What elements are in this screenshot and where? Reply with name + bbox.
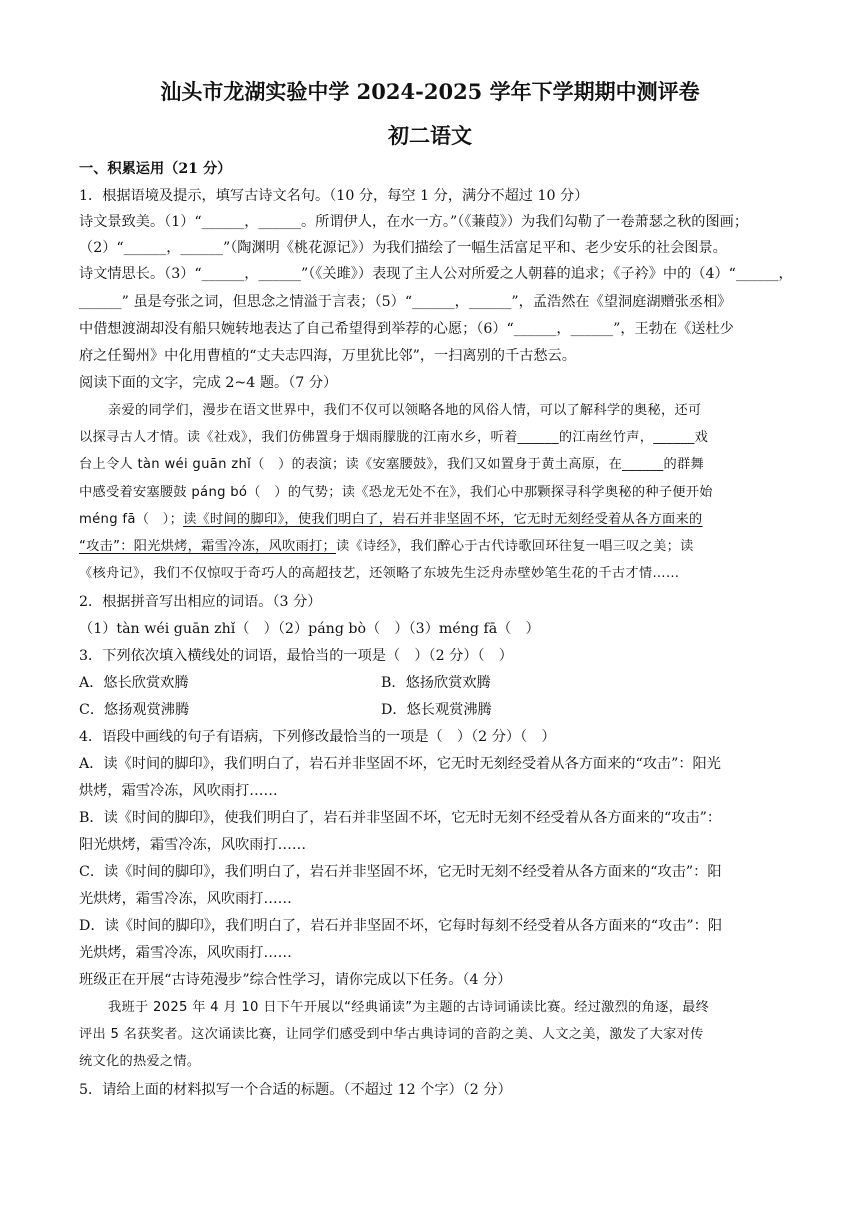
section-heading: 一、积累运用（21 分） xyxy=(79,161,232,177)
q4-option-line: 烘烤，霜雪冷冻，风吹雨打…… xyxy=(79,783,278,799)
q4-option-line: A．读《时间的脚印》，我们明白了，岩石并非坚固不坏，它无时无刻经受着从各方面来的“攻击”：阳光 xyxy=(79,756,721,772)
q1-line: 府之任蜀州》中化用曹植的“丈夫志四海，万里犹比邻”，一扫离别的千古愁云。 xyxy=(79,348,576,364)
passage-line xyxy=(79,537,694,557)
exam-title: 汕头市龙湖实验中学 2024-2025 学年下学期期中测评卷 xyxy=(160,79,700,104)
q4-option-line: 阳光烘烤，霜雪冷冻，风吹雨打…… xyxy=(79,837,307,853)
q2-stem: 2．根据拼音写出相应的词语。（3 分） xyxy=(79,594,322,610)
q1-line: ______” 虽是夸张之词，但思念之情溢于言表；（5）“______，______”，孟浩然在《望洞庭湖赠张丞相》 xyxy=(79,294,732,310)
underlined-sentence: “攻击”：阳光烘烤，霜雪冷冻，风吹雨打； xyxy=(79,539,337,554)
q4-option-line: B．读《时间的脚印》，使我们明白了，岩石并非坚固不坏，它无时无刻不经受着从各方面来的“攻击”： xyxy=(79,810,722,826)
passage-line: 中感受着安塞腰鼓 páng bó（ ）的气势；读《恐龙无处不在》，我们心中那颗探寻科学奥秘的种子便开始 xyxy=(79,485,713,500)
passage-text: méng fā（ ）； xyxy=(79,512,184,527)
passage-line: 以探寻古人才情。读《社戏》，我们仿佛置身于烟雨朦胧的江南水乡，听着______的江南丝竹声，______戏 xyxy=(79,430,709,445)
q4-option-line: 光烘烤，霜雪冷冻，风吹雨打…… xyxy=(79,891,292,907)
activity-intro: 班级正在开展“古诗苑漫步”综合性学习，请你完成以下任务。（4 分） xyxy=(79,972,512,988)
q4-option-line: 光烘烤，霜雪冷冻，风吹雨打…… xyxy=(79,945,292,961)
q3-stem: 3．下列依次填入横线处的词语，最恰当的一项是（ ）（2 分）（ ） xyxy=(79,648,513,664)
q3-option-c: C．悠扬观赏沸腾 xyxy=(79,702,190,718)
q3-option-b: B．悠扬欣赏欢腾 xyxy=(381,675,491,691)
q4-option-line: D．读《时间的脚印》，我们明白了，岩石并非坚固不坏，它每时每刻不经受着从各方面来的“攻击”：阳 xyxy=(79,918,723,934)
activity-passage-line: 我班于 2025 年 4 月 10 日下午开展以“经典诵读”为主题的古诗词诵读比赛。经过激烈的角逐，最终 xyxy=(108,1000,710,1015)
passage-line xyxy=(79,510,702,530)
q2-items: （1）tàn wéi guān zhǐ（ ）（2）páng bò（ ）（3）méng fā（ ） xyxy=(79,621,540,637)
activity-passage-line: 统文化的热爱之情。 xyxy=(79,1054,201,1069)
q1-line: 中借想渡湖却没有船只婉转地表达了自己希望得到举荐的心愿；（6）“______，______”，王勃在《送杜少 xyxy=(79,321,734,337)
q1-line: 诗文景致美。（1）“______，______。所谓伊人，在水一方。”（《蒹葭》）为我们勾勒了一卷萧瑟之秋的图画； xyxy=(79,214,749,230)
reading-intro: 阅读下面的文字，完成 2~4 题。（7 分） xyxy=(79,375,338,391)
q3-option-d: D．悠长观赏沸腾 xyxy=(381,702,492,718)
passage-line: 亲爱的同学们，漫步在语文世界中，我们不仅可以领略各地的风俗人情，可以了解科学的奥秘，还可 xyxy=(108,403,702,418)
q1-line: 诗文情思长。（3）“______，______”（《关雎》）表现了主人公对所爱之人朝暮的追求；《子衿》中的（4）“______， xyxy=(79,266,793,282)
q1-line: （2）“______，______”（陶渊明《桃花源记》）为我们描绘了一幅生活富足平和、老少安乐的社会图景。 xyxy=(79,240,727,256)
passage-text: 读《诗经》，我们醉心于古代诗歌回环往复一唱三叹之美；读 xyxy=(336,539,694,554)
q4-stem: 4．语段中画线的句子有语病，下列修改最恰当的一项是（ ）（2 分）（ ） xyxy=(79,729,556,745)
q5-stem: 5．请给上面的材料拟写一个合适的标题。（不超过 12 个字）（2 分） xyxy=(79,1082,512,1098)
q4-option-line: C．读《时间的脚印》，我们明白了，岩石并非坚固不坏，它无时无刻不经受着从各方面来的“攻击”：阳 xyxy=(79,864,722,880)
activity-passage-line: 评出 5 名获奖者。这次诵读比赛，让同学们感受到中华古典诗词的音韵之美、人文之美，激发了大家对传 xyxy=(79,1027,704,1042)
q3-option-a: A．悠长欣赏欢腾 xyxy=(79,675,189,691)
passage-line: 《核舟记》，我们不仅惊叹于奇巧人的高超技艺，还领略了东坡先生泛舟赤壁妙笔生花的千古才情…… xyxy=(79,566,680,581)
passage-line: 台上令人 tàn wéi guān zhǐ（ ）的表演；读《安塞腰鼓》，我们又如置身于黄土高原，在______的群舞 xyxy=(79,457,704,472)
exam-subtitle: 初二语文 xyxy=(388,123,472,148)
underlined-sentence: 读《时间的脚印》，使我们明白了，岩石并非坚固不坏，它无时无刻经受着从各方面来的 xyxy=(183,512,703,527)
q1-stem: 1．根据语境及提示，填写古诗文名句。（10 分，每空 1 分，满分不超过 10 分） xyxy=(79,188,589,204)
